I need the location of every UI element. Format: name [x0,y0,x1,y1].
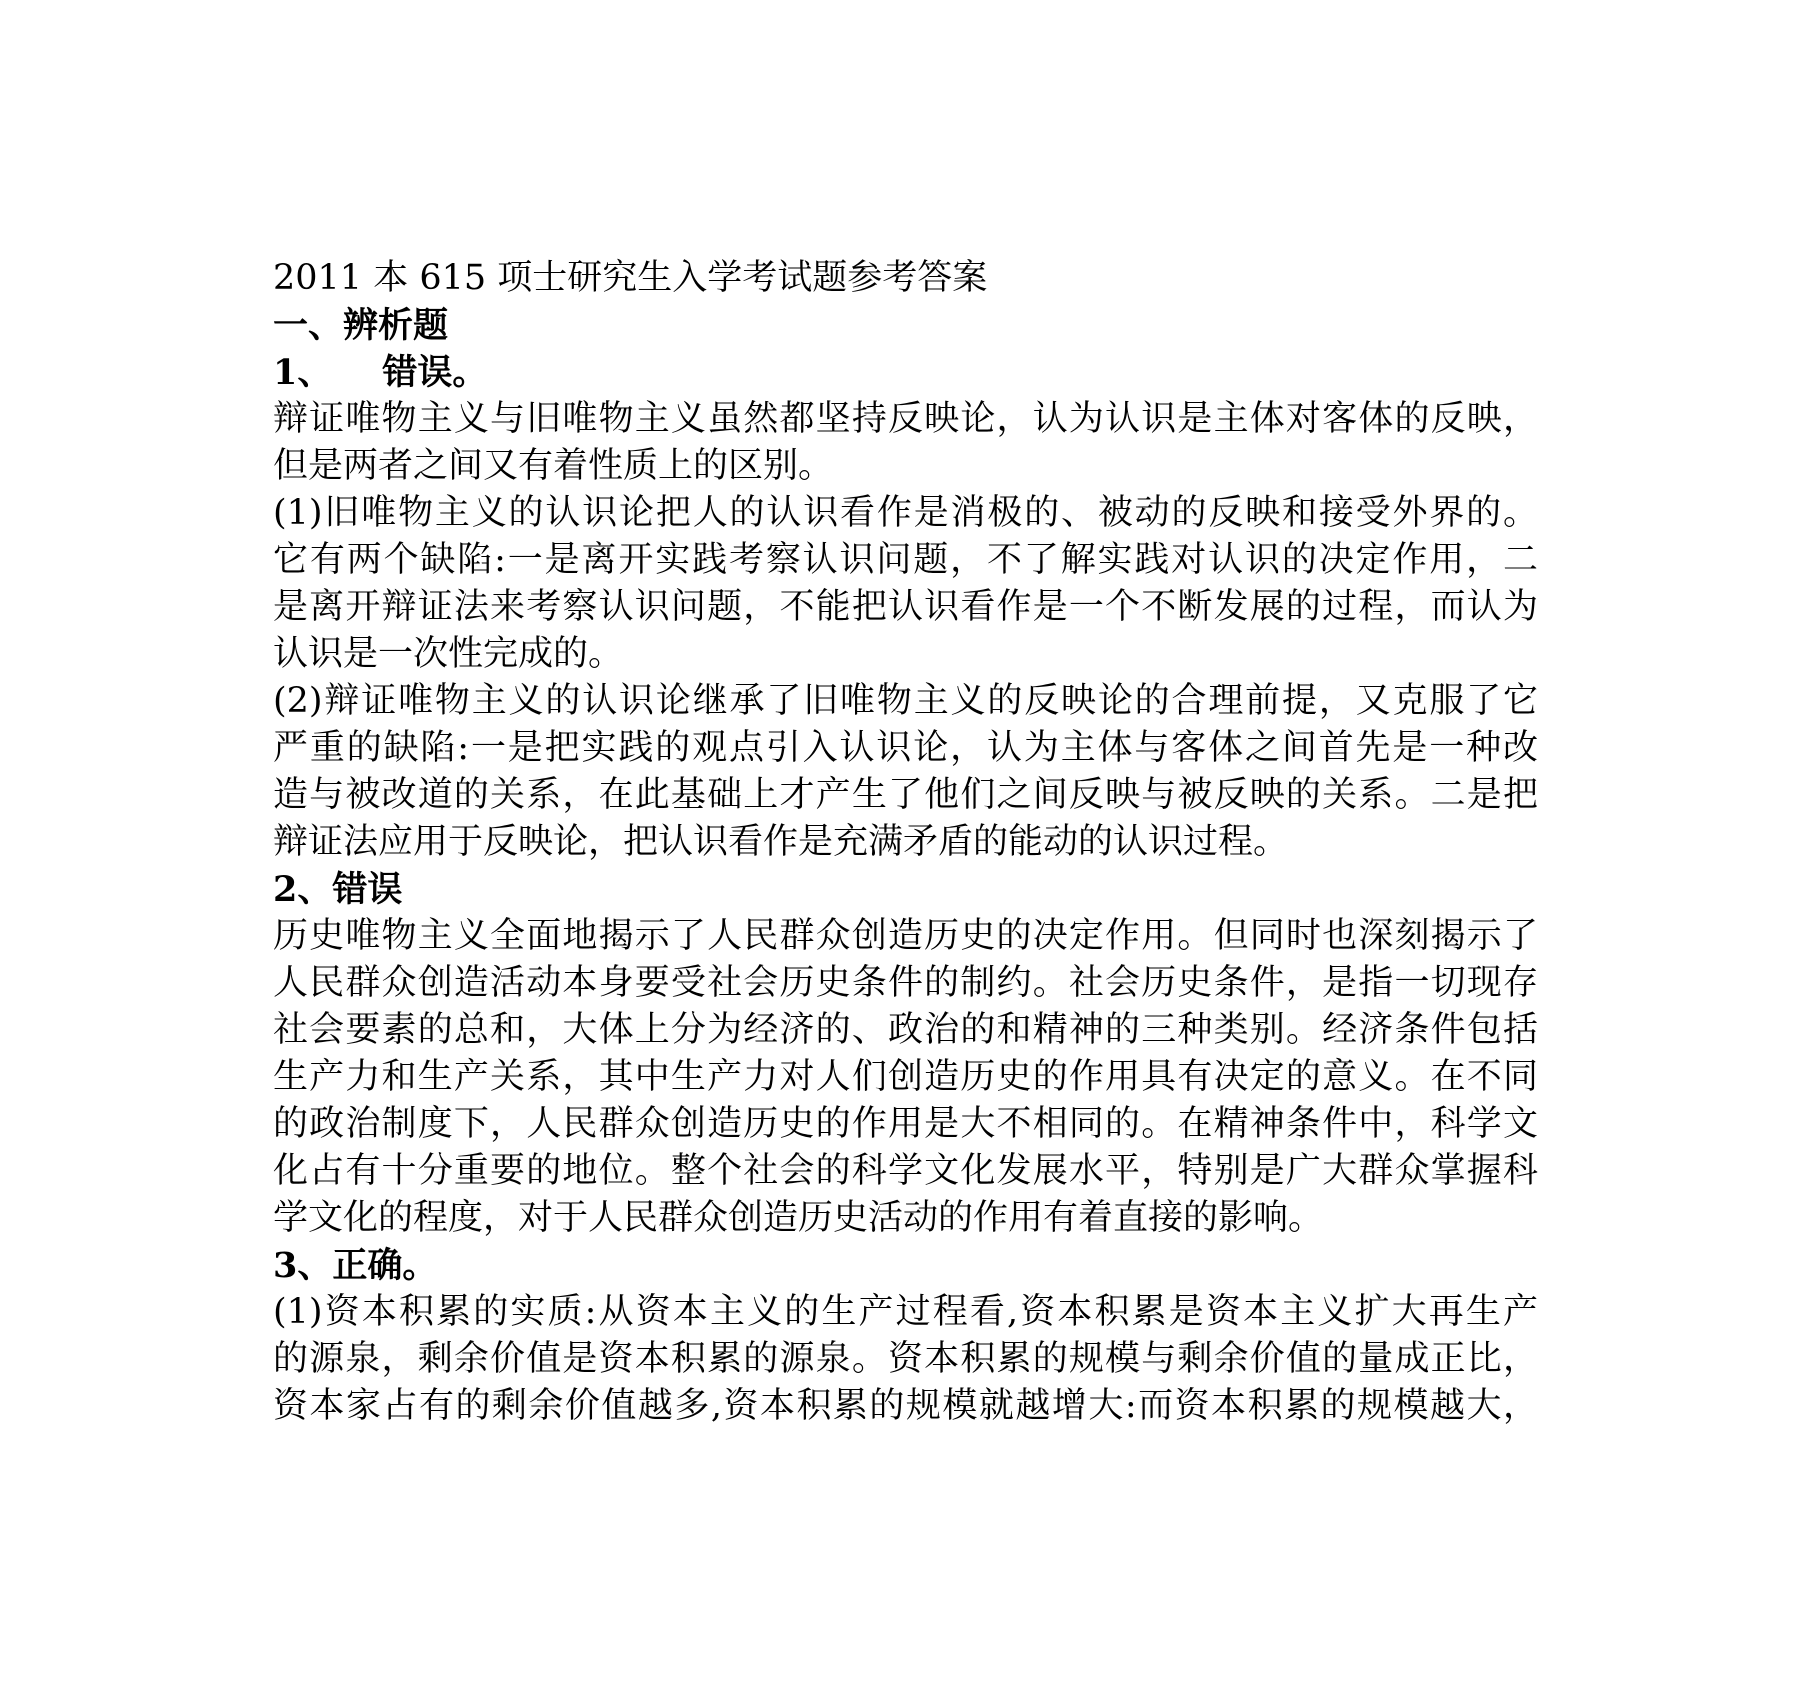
question-2-heading: 2、错误 [273,869,403,910]
answer-line: 认识是一次性完成的。 [273,634,624,674]
answer-line: 学文化的程度，对于人民群众创造历史活动的作用有着直接的影响。 [273,1198,1324,1238]
answer-line: 资本家占有的剩余价值越多,资本积累的规模就越增大:而资本积累的规模越大， [273,1386,1538,1426]
answer-line: 生产力和生产关系，其中生产力对人们创造历史的作用具有决定的意义。在不同 [273,1057,1538,1097]
answer-line: 造与被改道的关系，在此基础上才产生了他们之间反映与被反映的关系。二是把 [273,775,1538,815]
answer-line: 历史唯物主义全面地揭示了人民群众创造历史的决定作用。但同时也深刻揭示了 [273,916,1538,956]
answer-line: 的政治制度下，人民群众创造历史的作用是大不相同的。在精神条件中，科学文 [273,1104,1538,1144]
question-3-answer [273,1289,1538,1430]
section-heading: 一、辨析题 [273,305,449,346]
question-1-number: 1、 [273,352,333,393]
question-3-heading: 3、正确。 [273,1245,438,1286]
answer-line: 严重的缺陷:一是把实践的观点引入认识论，认为主体与客体之间首先是一种改 [273,728,1538,768]
answer-line: (1)资本积累的实质:从资本主义的生产过程看,资本积累是资本主义扩大再生产 [273,1292,1538,1332]
answer-line: 化占有十分重要的地位。整个社会的科学文化发展水平，特别是广大群众掌握科 [273,1151,1538,1191]
answer-line: 它有两个缺陷:一是离开实践考察认识问题，不了解实践对认识的决定作用，二 [273,540,1538,580]
question-1-verdict: 错误。 [382,352,488,393]
answer-line: 但是两者之间又有着性质上的区别。 [273,446,834,486]
answer-line: 是离开辩证法来考察认识问题，不能把认识看作是一个不断发展的过程，而认为 [273,587,1538,627]
answer-line: 社会要素的总和，大体上分为经济的、政治的和精神的三种类别。经济条件包括 [273,1010,1538,1050]
answer-line: (1)旧唯物主义的认识论把人的认识看作是消极的、被动的反映和接受外界的。 [273,493,1538,533]
question-1-answer [273,396,1538,866]
answer-line: 的源泉，剩余价值是资本积累的源泉。资本积累的规模与剩余价值的量成正比， [273,1339,1538,1379]
question-2-answer [273,913,1538,1242]
answer-line: (2)辩证唯物主义的认识论继承了旧唯物主义的反映论的合理前提，又克服了它 [273,681,1538,721]
answer-line: 辩证法应用于反映论，把认识看作是充满矛盾的能动的认识过程。 [273,822,1289,862]
answer-line: 人民群众创造活动本身要受社会历史条件的制约。社会历史条件，是指一切现存 [273,963,1538,1003]
document-body [273,255,1538,1430]
answer-line: 辩证唯物主义与旧唯物主义虽然都坚持反映论，认为认识是主体对客体的反映， [273,399,1538,439]
question-1-heading [273,349,1538,396]
document-title: 2011 本 615 项士研究生入学考试题参考答案 [273,258,988,298]
